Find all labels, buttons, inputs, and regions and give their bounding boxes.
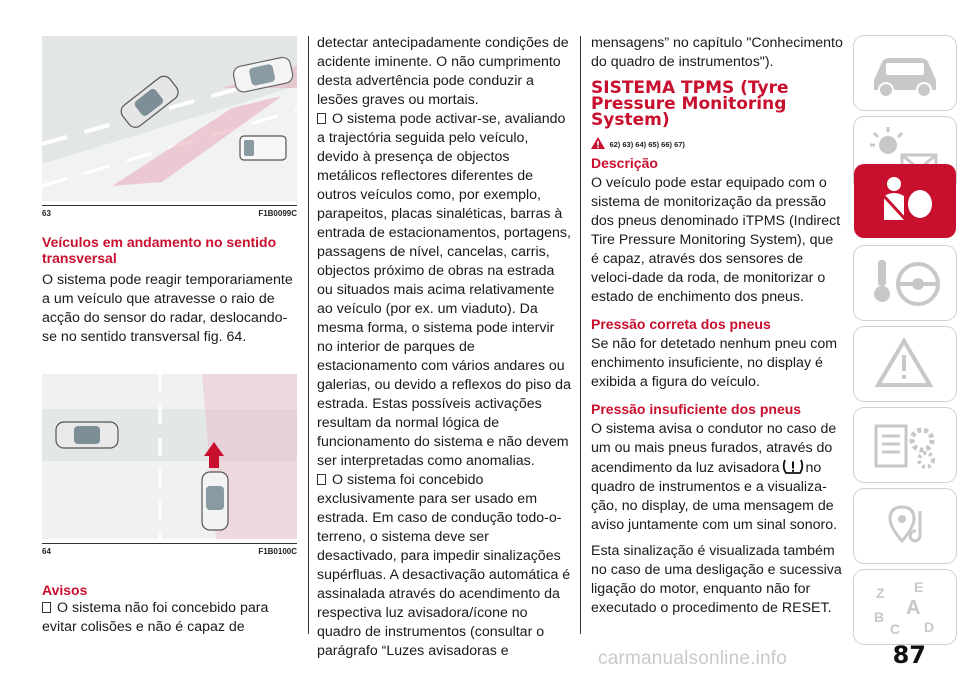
warning-text: O sistema foi concebido exclusivamente para ser usado em estrada. Em caso de condução todo-o-terreno, o sistema deve ser desactivado, para impedir sinalizações supérfluas. A desactivação automática é assinalada através do acendimento da respectiva luz avisadora/ícone no quadro de instrumentos (consultar o parágrafo “Luzes avisadoras e (317, 472, 571, 659)
low-pressure-text-b: no quadro de instrumentos e a visualiza-ção, no display, de uma mensagem de aviso juntamente com um sinal sonoro. (591, 460, 838, 533)
index-letter: D (924, 619, 935, 635)
warning-bullet-2 (317, 110, 571, 471)
warning-triangle-icon (591, 137, 605, 149)
tab-index[interactable] (854, 570, 956, 644)
bullet-box-icon (317, 113, 326, 124)
column-divider (580, 36, 581, 634)
warning-text: O sistema não foi concebido para evitar colisões e não é capaz de (42, 600, 269, 635)
warning-text: O sistema pode activar-se, avaliando a trajectória seguida pelo veículo, devido à presença de objectos metálicos reflectores diferentes de outros veículos como, por exemplo, parapeitos, placas sinaléticas, barras à entrada de estacionamentos, portagens, passagens de nível, cancelas, carris, objectos próximo de obras na estrada ou situados mais acima relativamente ao veículo (por ex. um viaduto). Da mesma forma, o sistema pode intervir no interior de parques de estacionamento com vários andares ou galerias, ou devido a reflexos do piso da estrada. Estas possíveis activações resultam da normal lógica de funcionamento do sistema e não devem ser interpretadas como anomalias. (317, 111, 571, 469)
figure-63-image (42, 36, 297, 201)
airbag-seatbelt-icon (854, 164, 956, 238)
section-heading-warnings: Avisos (42, 582, 88, 598)
crossing-vehicle-illustration (42, 374, 297, 539)
note-references: 62) 63) 64) 65) 66) 67) (609, 140, 685, 149)
section-heading-description: Descrição (591, 155, 658, 171)
paragraph-description: O veículo pode estar equipado com o sistema de monitorização da pressão dos pneus denominado iTPMS (Indirect Tire Pressure Monitoring System), que é capaz, através dos sensores de veloci-dade da roda, de monitorizar o estado de enchimento dos pneus. (591, 175, 841, 305)
bullet-box-icon (42, 602, 51, 613)
tab-emergency[interactable] (854, 327, 956, 401)
paragraph-transversal: O sistema pode reagir temporariamente a um veículo que atravesse o raio de acção do sensor do radar, deslocando-se no sentido transversal fig. 64. (42, 272, 293, 345)
tab-maintenance[interactable] (854, 408, 956, 482)
media-phone-icon (854, 489, 956, 563)
warning-road-icon (854, 327, 956, 401)
car-icon (854, 36, 956, 110)
warning-bullet-1 (42, 599, 300, 637)
tab-starting-driving[interactable] (854, 246, 956, 320)
references-row (591, 134, 845, 150)
low-pressure-text-a: O sistema avisa o condutor no caso de um ou mais pneus furados, através do acendimento da luz avisadora (591, 421, 837, 476)
section-heading-correct-pressure: Pressão correta dos pneus (591, 316, 771, 332)
index-letter: C (890, 621, 901, 637)
bullet-box-icon (317, 474, 326, 485)
tab-safety[interactable] (854, 164, 956, 238)
figure-64-caption (42, 543, 297, 557)
key-steering-icon (854, 246, 956, 320)
column-3 (591, 34, 845, 618)
warning-bullet-1-continued: detectar antecipadamente condições de acidente iminente. O não cumprimento desta advertência pode conduzir a lesões graves ou mortais. (317, 35, 569, 108)
index-letter: B (874, 609, 885, 625)
figure-number: 63 (42, 209, 51, 218)
section-heading-transversal-vehicles: Veículos em andamento no sentido transversal (42, 234, 277, 266)
section-heading-low-pressure: Pressão insuficiente dos pneus (591, 401, 802, 417)
paragraph-low-pressure (591, 420, 845, 535)
paragraph-reset-note: Esta sinalização é visualizada também no caso de uma desligação e sucessiva ligação do motor, enquanto não for executado o procedimento de RESET. (591, 543, 842, 616)
tab-multimedia[interactable] (854, 489, 956, 563)
index-letter: A (906, 597, 921, 619)
page-number: 87 (892, 641, 926, 669)
column-divider (308, 36, 309, 634)
column-1 (42, 234, 300, 347)
index-letter: Z (876, 585, 885, 601)
figure-code: F1B0099C (258, 209, 297, 218)
tyre-pressure-warning-icon (781, 458, 805, 475)
paragraph-continued: mensagens” no capítulo "Conhecimento do quadro de instrumentos"). (591, 35, 843, 70)
figure-code: F1B0100C (258, 547, 297, 556)
watermark: carmanualsonline.info (598, 648, 788, 669)
warning-bullet-3 (317, 471, 571, 661)
index-letter: E (914, 579, 924, 595)
alphabet-index-icon (854, 570, 956, 644)
figure-63-caption (42, 205, 297, 219)
tab-knowing-vehicle[interactable] (854, 36, 956, 110)
column-1-warnings (42, 582, 300, 637)
column-2 (317, 34, 571, 661)
figure-64-image (42, 374, 297, 539)
maintenance-gear-icon (854, 408, 956, 482)
paragraph-correct-pressure: Se não for detetado nenhum pneu com enchimento insuficiente, no display é exibida a figura do veículo. (591, 336, 838, 390)
road-overtake-illustration (42, 36, 297, 201)
figure-number: 64 (42, 547, 51, 556)
section-title-tpms: SISTEMA TPMS (Tyre Pressure Monitoring System) (591, 78, 789, 130)
